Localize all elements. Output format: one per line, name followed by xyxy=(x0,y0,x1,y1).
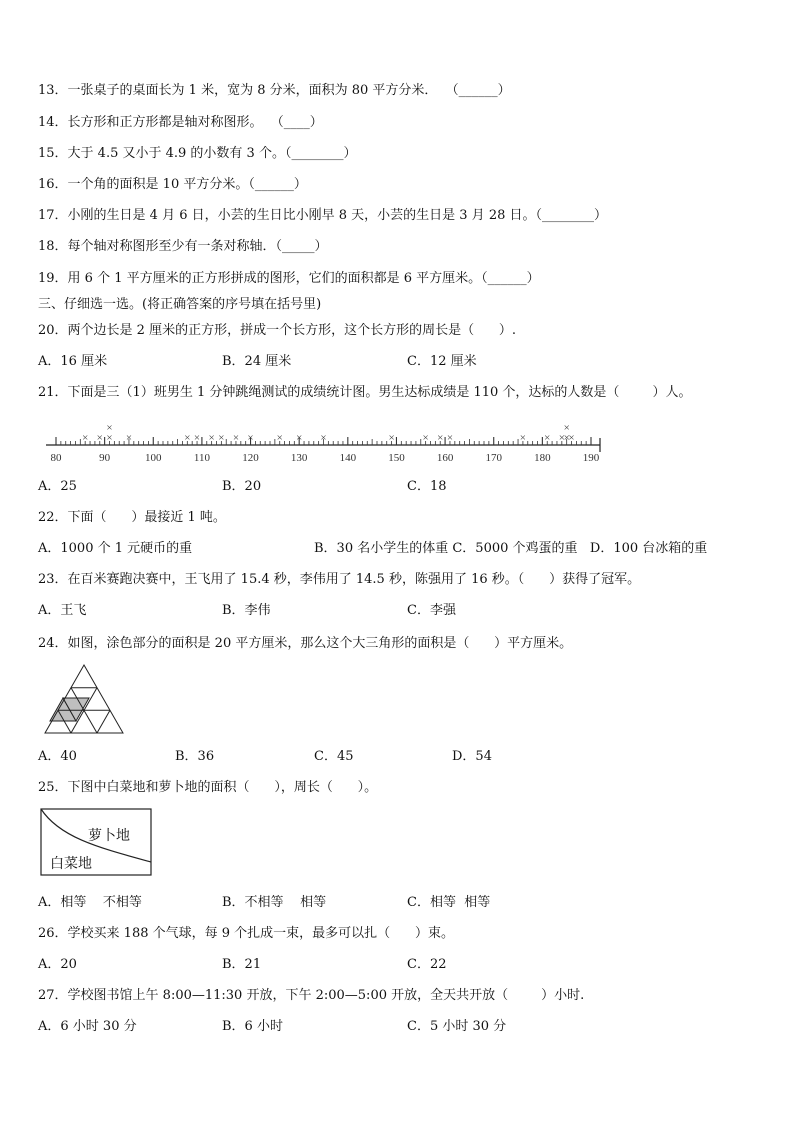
data-point-marker: × xyxy=(232,432,240,444)
tick-label: 130 xyxy=(290,452,308,464)
q27-option-c: C．5 小时 30 分 xyxy=(407,1019,507,1034)
question-14: 14．长方形和正方形都是轴对称图形。 （____） xyxy=(38,115,323,130)
data-point-marker: × xyxy=(82,432,89,444)
tick-label: 140 xyxy=(339,452,357,464)
tick-label: 110 xyxy=(193,452,210,464)
question-25: 25．下图中白菜地和萝卜地的面积（ ），周长（ ）。 xyxy=(38,780,378,795)
data-point-marker: × xyxy=(437,432,444,444)
data-point-marker: × xyxy=(276,432,283,444)
q25-option-b: B．不相等 相等 xyxy=(222,895,327,910)
question-13: 13．一张桌子的桌面长为 1 米，宽为 8 分米，面积为 80 平方分米． （______） xyxy=(38,83,511,98)
data-point-marker: × xyxy=(558,432,565,444)
data-point-marker: × xyxy=(320,432,327,444)
data-point-marker: × xyxy=(208,432,215,444)
question-22: 22．下面（ ）最接近 1 吨。 xyxy=(38,510,226,525)
question-20: 20．两个边长是 2 厘米的正方形，拼成一个长方形，这个长方形的周长是（ ）. xyxy=(38,323,517,338)
data-point-marker: × xyxy=(563,422,570,434)
question-19: 19．用 6 个 1 平方厘米的正方形拼成的图形，它们的面积都是 6 平方厘米。（______） xyxy=(38,271,540,286)
question-23: 23．在百米赛跑决赛中，王飞用了 15.4 秒，李伟用了 14.5 秒，陈强用了 16 秒。（ ）获得了冠军。 xyxy=(38,572,641,587)
tick-label: 80 xyxy=(50,452,62,464)
q23-option-c: C．李强 xyxy=(407,603,456,618)
data-point-marker: × xyxy=(218,432,225,444)
q22-option-a: A．1000 个 1 元硬币的重 xyxy=(38,541,193,556)
q23-option-a: A．王飞 xyxy=(38,603,87,618)
section-heading: 三、仔细选一选。(将正确答案的序号填在括号里) xyxy=(38,297,322,312)
question-18: 18．每个轴对称图形至少有一条对称轴．（_____） xyxy=(38,239,328,254)
data-point-marker: × xyxy=(519,432,527,444)
radish-field-label: 萝卜地 xyxy=(88,828,130,844)
question-27: 27．学校图书馆上午 8:00—11:30 开放，下午 2:00—5:00 开放，全天共开放（ ）小时. xyxy=(38,988,585,1003)
data-point-marker: × xyxy=(193,432,201,444)
data-point-marker: × xyxy=(568,432,575,444)
data-point-marker: × xyxy=(563,432,570,444)
q24-option-a: A．40 xyxy=(38,749,77,764)
question-15: 15．大于 4.5 又小于 4.9 的小数有 3 个。（________） xyxy=(38,146,357,161)
data-point-marker: × xyxy=(96,432,103,444)
q23-option-b: B．李伟 xyxy=(222,603,271,618)
q27-option-b: B．6 小时 xyxy=(222,1019,283,1034)
q21-option-c: C．18 xyxy=(407,479,447,494)
q20-option-c: C．12 厘米 xyxy=(407,354,477,369)
q22-option-bcd: B．30 名小学生的体重 C．5000 个鸡蛋的重 D．100 台冰箱的重 xyxy=(314,541,708,556)
dot-plot-chart xyxy=(38,408,608,470)
data-point-marker: × xyxy=(106,422,113,434)
tick-label: 90 xyxy=(99,452,111,464)
tick-label: 190 xyxy=(582,452,600,464)
question-24: 24．如图，涂色部分的面积是 20 平方厘米，那么这个大三角形的面积是（ ）平方厘米。 xyxy=(38,636,573,651)
data-point-marker: × xyxy=(106,432,113,444)
tick-label: 160 xyxy=(436,452,454,464)
data-point-marker: × xyxy=(184,432,191,444)
q20-option-a: A．16 厘米 xyxy=(38,354,108,369)
q21-option-a: A．25 xyxy=(38,479,77,494)
q26-option-c: C．22 xyxy=(407,957,447,972)
q26-option-a: A．20 xyxy=(38,957,77,972)
tick-label: 150 xyxy=(388,452,405,464)
q27-option-a: A．6 小时 30 分 xyxy=(38,1019,137,1034)
q20-option-b: B．24 厘米 xyxy=(222,354,292,369)
question-17: 17．小刚的生日是 4 月 6 日，小芸的生日比小刚早 8 天，小芸的生日是 3 月 28 日。（________） xyxy=(38,208,607,223)
q24-option-d: D．54 xyxy=(452,749,492,764)
data-point-marker: × xyxy=(125,432,133,444)
data-point-marker: × xyxy=(544,432,551,444)
q25-option-c: C．相等 相等 xyxy=(407,895,491,910)
question-26: 26．学校买来 188 个气球，每 9 个扎成一束，最多可以扎（ ）束。 xyxy=(38,926,454,941)
question-16: 16．一个角的面积是 10 平方分米。（______） xyxy=(38,177,307,192)
data-point-marker: × xyxy=(446,432,454,444)
q24-option-c: C．45 xyxy=(314,749,354,764)
data-point-marker: × xyxy=(247,432,254,444)
tick-label: 170 xyxy=(485,452,502,464)
q26-option-b: B．21 xyxy=(222,957,262,972)
data-point-marker: × xyxy=(388,432,395,444)
triangle-figure xyxy=(42,662,126,736)
q21-option-b: B．20 xyxy=(222,479,262,494)
data-point-marker: × xyxy=(296,432,303,444)
q24-option-b: B．36 xyxy=(175,749,215,764)
tick-label: 180 xyxy=(534,452,551,464)
tick-label: 100 xyxy=(145,452,162,464)
tick-label: 120 xyxy=(242,452,259,464)
cabbage-field-label: 白菜地 xyxy=(50,856,92,872)
q25-option-a: A．相等 不相等 xyxy=(38,895,142,910)
question-21: 21．下面是三（1）班男生 1 分钟跳绳测试的成绩统计图。男生达标成绩是 110 个，达标的人数是（ ）人。 xyxy=(38,385,692,400)
data-point-marker: × xyxy=(422,432,429,444)
